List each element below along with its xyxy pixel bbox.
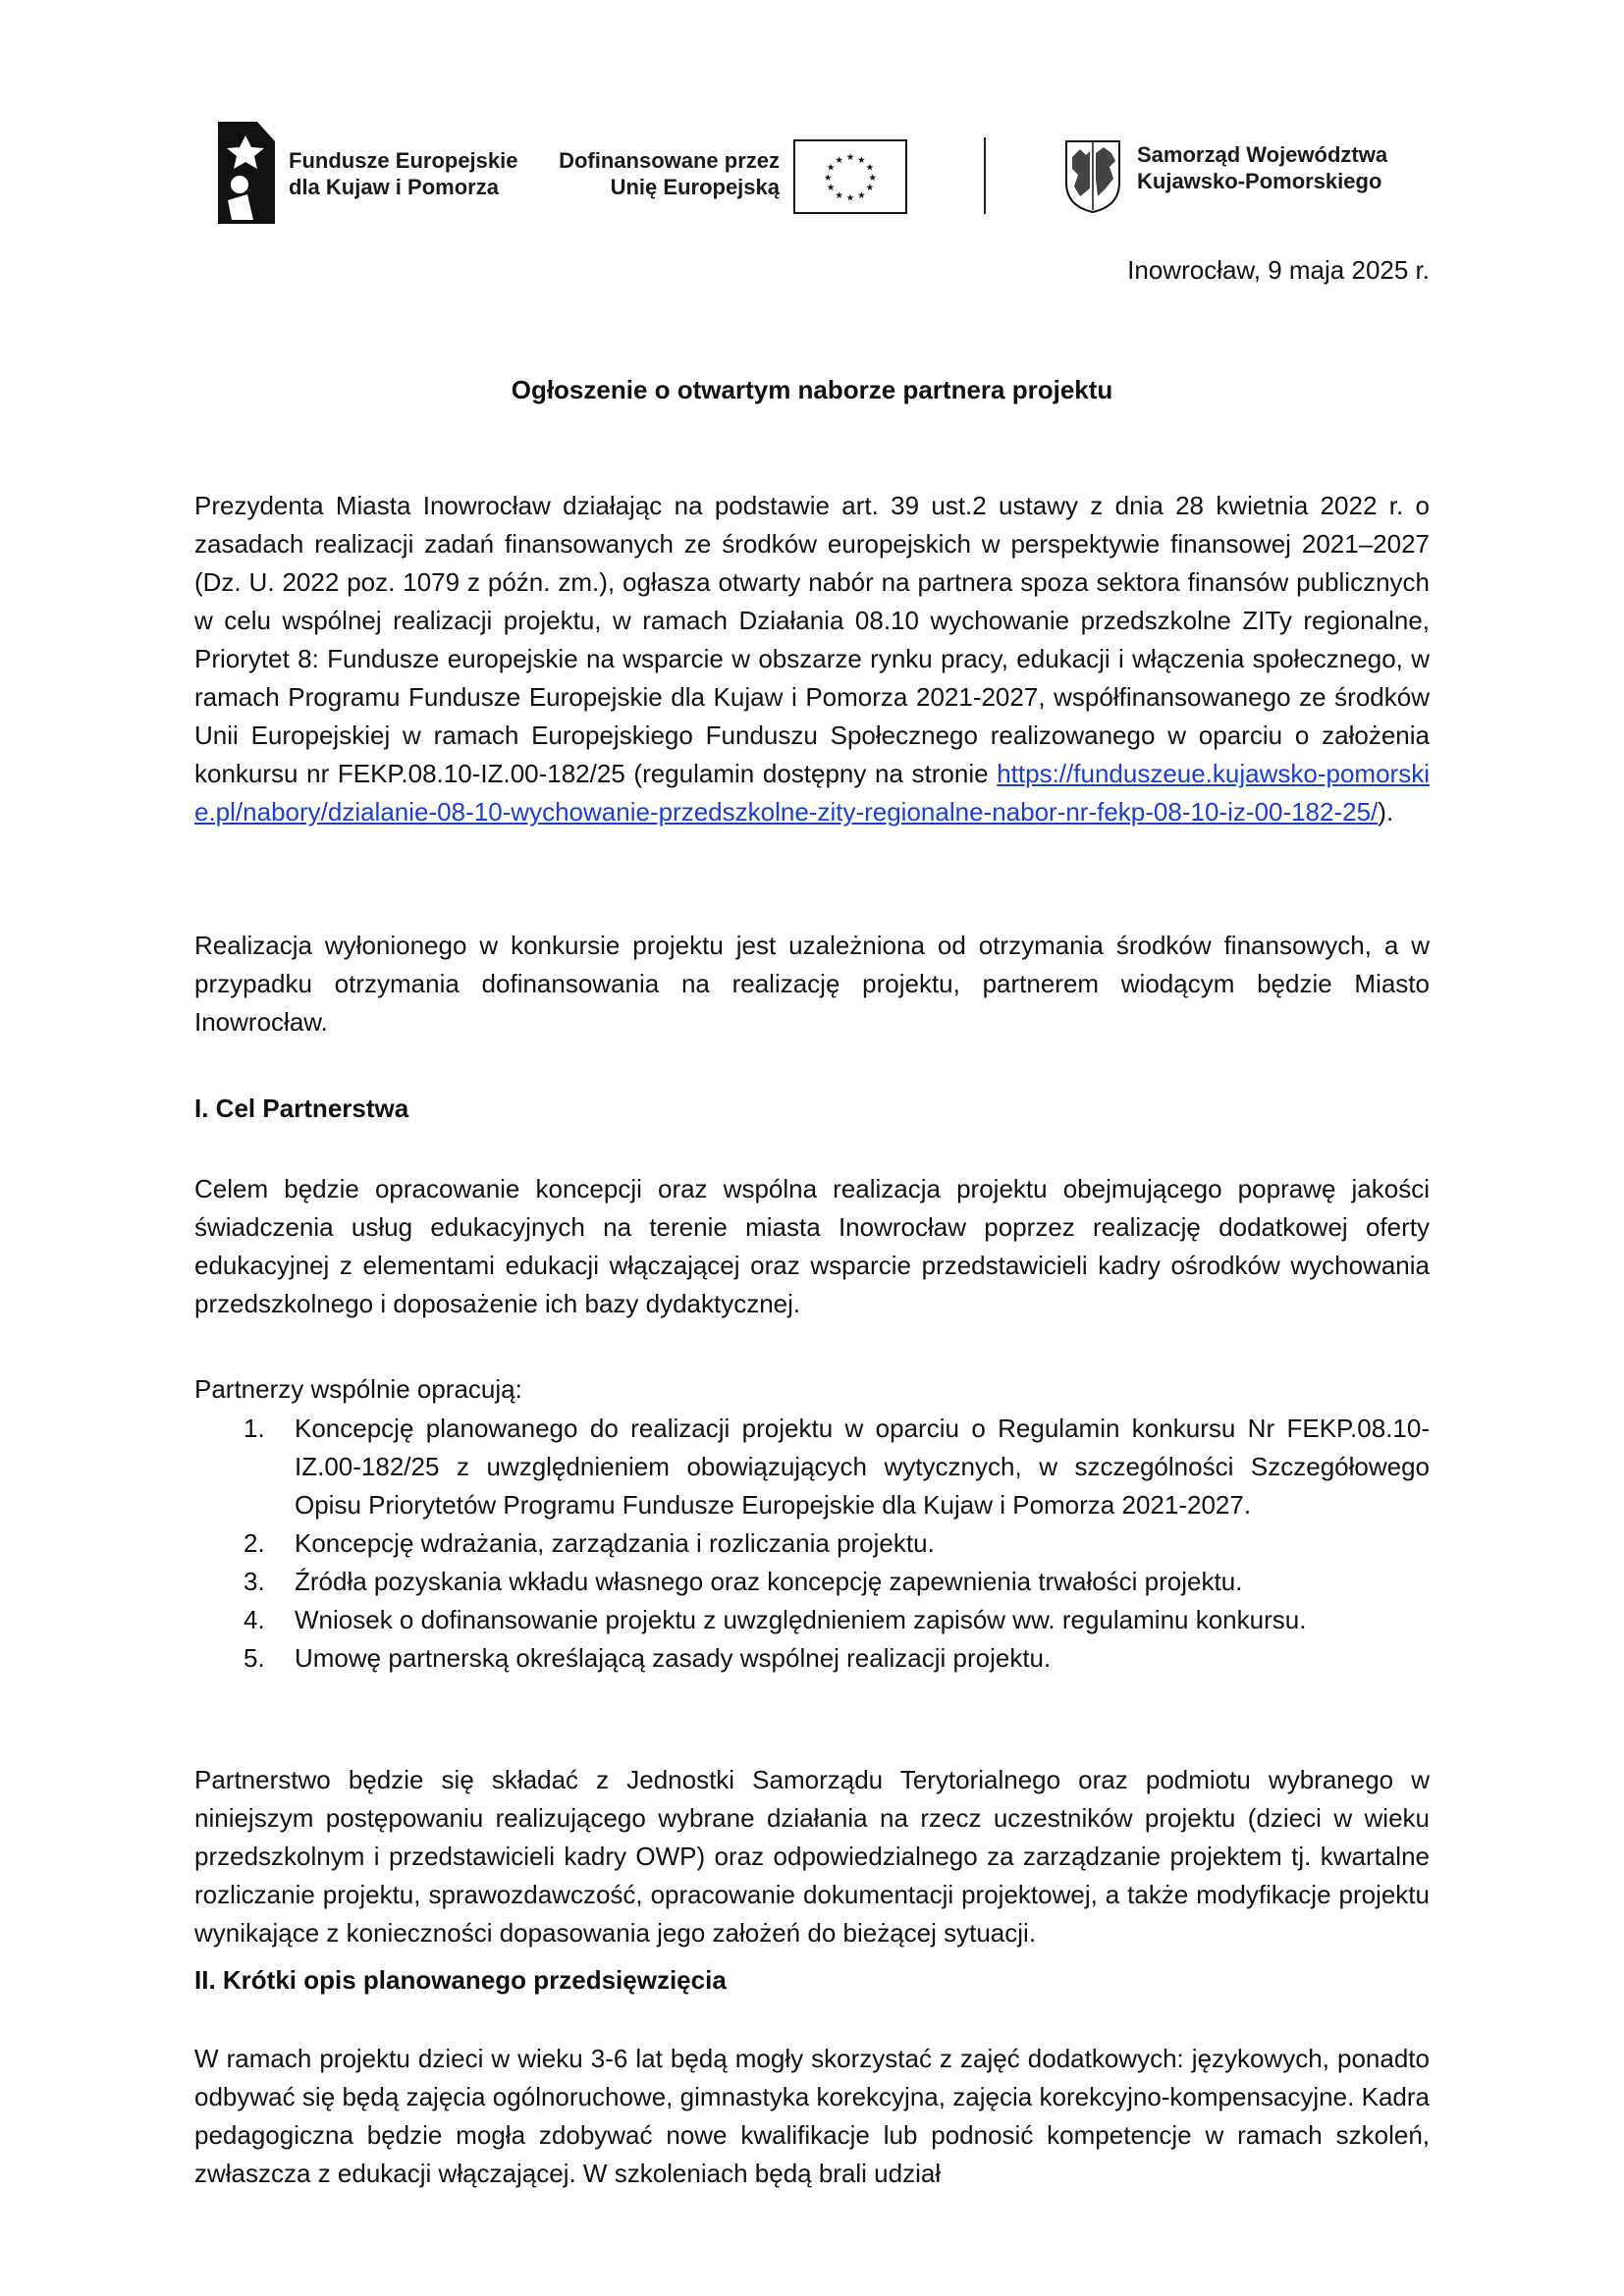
samorzad-wojewodztwa-text (1137, 141, 1387, 194)
document-title: Ogłoszenie o otwartym naborze partnera projektu (511, 375, 1113, 404)
list-item-text: Umowę partnerską określającą zasady wspólnej realizacji projektu. (295, 1643, 1052, 1673)
list-item-number: 4. (244, 1605, 265, 1634)
svg-text:★: ★ (826, 162, 836, 174)
svg-text:★: ★ (826, 183, 836, 194)
svg-text:★: ★ (845, 151, 855, 163)
eu-line2: Unię Europejską (610, 175, 780, 199)
regulamin-link[interactable]: https://funduszeue.kujawsko-pomorskie.pl/nabory/dzialanie-08-10-wychowanie-przedszkolne-zity-regionalne-nabor-nr-fekp-08-10-iz-00-182-25/ (194, 759, 1430, 827)
section-1-heading: I. Cel Partnerstwa (194, 1094, 409, 1123)
fe-logo-line1: Fundusze Europejskie (289, 148, 518, 173)
document-date: Inowrocław, 9 maja 2025 r. (1127, 255, 1430, 285)
fundusze-europejskie-logo-icon (218, 122, 275, 224)
eu-line1: Dofinansowane przez (559, 148, 780, 173)
intro-text: Prezydenta Miasta Inowrocław działając na podstawie art. 39 ust.2 ustawy z dnia 28 kwietnia 2022 r. o zasadach realizacji zadań finansowanych ze środków europejskich w perspektywie finansowej 2021–2027 (Dz. U. 2022 poz. 1079 z późn. zm.), ogłasza otwarty nabór na partnera spoza sektora finansów publicznych w celu wspólnej realizacji projektu, w ramach Działania 08.10 wychowanie przedszkolne ZITy regionalne, Priorytet 8: Fundusze europejskie na wsparcie w obszarze rynku pracy, edukacji i włączenia społecznego, w ramach Programu Fundusze Europejskie dla Kujaw i Pomorza 2021-2027, współfinansowanego ze środków Unii Europejskiej w ramach Europejskiego Funduszu Społecznego realizowanego w oparciu o założenia konkursu nr FEKP.08.10-IZ.00-182/25 (regulamin dostępny na stronie (194, 491, 1430, 788)
svg-text:★: ★ (865, 183, 875, 194)
list-item-number: 2. (244, 1528, 265, 1558)
svg-text:★: ★ (857, 154, 866, 166)
fe-logo-line2: dla Kujaw i Pomorza (289, 175, 499, 199)
list-item-number: 1. (244, 1414, 265, 1443)
svg-text:★: ★ (835, 189, 843, 201)
svg-text:★: ★ (868, 172, 877, 184)
list-item-text: Koncepcję wdrażania, zarządzania i rozliczania projektu. (295, 1528, 935, 1558)
partners-list-intro: Partnerzy wspólnie opracują: (194, 1374, 522, 1404)
list-item (194, 1639, 1430, 1678)
list-item (194, 1601, 1430, 1639)
svg-text:★: ★ (824, 172, 833, 184)
intro-paragraph (194, 487, 1430, 831)
list-item (194, 1410, 1430, 1524)
section-2-paragraph: W ramach projektu dzieci w wieku 3-6 lat będą mogły skorzystać z zajęć dodatkowych: językowych, ponadto odbywać się będą zajęcia ogólnoruchowe, gimnastyka korekcyjna, zajęcia korekcyjno-kompensacyjne. Kadra pedagogiczna będzie mogła zdobywać nowe kwalifikacje lub podnosić kompetencje w ramach szkoleń, zwłaszcza z edukacji włączającej. W szkoleniach będą brali udział (194, 2044, 1430, 2188)
sw-line1: Samorząd Województwa (1137, 142, 1388, 167)
kujawsko-pomorskie-crest-icon (1064, 139, 1121, 214)
logo-bar (218, 118, 1396, 228)
eu-cofinanced-text (558, 147, 780, 200)
eu-flag-icon (793, 139, 907, 214)
intro-after-link: ). (1378, 797, 1394, 827)
svg-text:★: ★ (835, 154, 843, 166)
logo-divider (984, 137, 986, 214)
list-item (194, 1563, 1430, 1601)
svg-text:★: ★ (845, 192, 855, 204)
list-item-number: 5. (244, 1643, 265, 1673)
svg-text:★: ★ (865, 162, 875, 174)
section-1-paragraph: Celem będzie opracowanie koncepcji oraz wspólna realizacja projektu obejmującego poprawę jakości świadczenia usług edukacyjnych na terenie miasta Inowrocław poprzez realizację dodatkowej oferty edukacyjnej z elementami edukacji włączającej oraz wsparcie przedstawicieli kadry ośrodków wychowania przedszkolnego i doposażenie ich bazy dydaktycznej. (194, 1174, 1430, 1318)
list-item-number: 3. (244, 1567, 265, 1596)
list-item-text: Źródła pozyskania wkładu własnego oraz koncepcję zapewnienia trwałości projektu. (295, 1567, 1243, 1596)
partners-task-list (194, 1410, 1430, 1678)
sw-line2: Kujawsko-Pomorskiego (1137, 169, 1382, 193)
list-item-text: Wniosek o dofinansowanie projektu z uwzględnieniem zapisów ww. regulaminu konkursu. (295, 1605, 1307, 1634)
section-2-heading: II. Krótki opis planowanego przedsięwzięcia (194, 1965, 727, 1995)
fundusze-europejskie-logo-text (289, 147, 518, 200)
list-item-text: Koncepcję planowanego do realizacji projektu w oparciu o Regulamin konkursu Nr FEKP.08.10-IZ.00-182/25 z uwzględnieniem obowiązujących wytycznych, w szczególności Szczegółowego Opisu Priorytetów Programu Fundusze Europejskie dla Kujaw i Pomorza 2021-2027. (295, 1414, 1430, 1520)
svg-text:★: ★ (857, 189, 866, 201)
partnership-composition-paragraph: Partnerstwo będzie się składać z Jednostki Samorządu Terytorialnego oraz podmiotu wybranego w niniejszym postępowaniu realizującego wybrane działania na rzecz uczestników projektu (dzieci w wieku przedszkolnym i przedstawicieli kadry OWP) oraz odpowiedzialnego za zarządzanie projektem tj. kwartalne rozliczanie projektu, sprawozdawczość, opracowanie dokumentacji projektowej, a także modyfikacje projektu wynikające z konieczności dopasowania jego założeń do bieżącej sytuacji. (194, 1765, 1430, 1948)
list-item (194, 1524, 1430, 1563)
financing-paragraph: Realizacja wyłonionego w konkursie projektu jest uzależniona od otrzymania środków finansowych, a w przypadku otrzymania dofinansowania na realizację projektu, partnerem wiodącym będzie Miasto Inowrocław. (194, 931, 1430, 1037)
